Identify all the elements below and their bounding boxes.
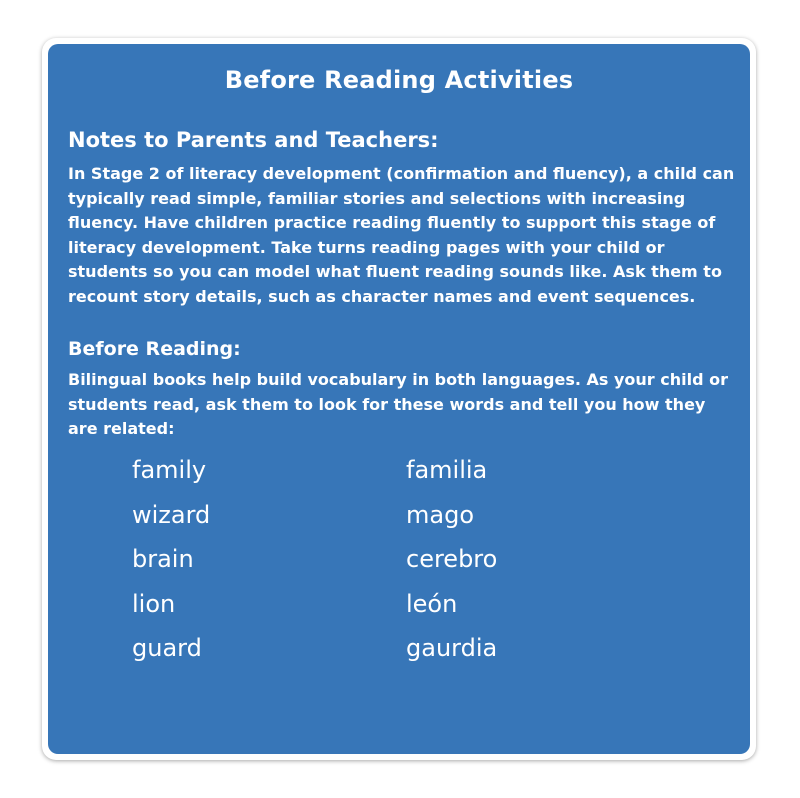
vocabulary-list <box>48 452 750 675</box>
english-word: family <box>132 456 207 484</box>
english-word: brain <box>132 545 194 573</box>
before-reading-paragraph: Bilingual books help build vocabulary in both languages. As your child or students read, ask them to look for these words and tell you how they are related: <box>68 370 728 438</box>
before-reading-heading: Before Reading: <box>68 338 241 360</box>
activity-card <box>48 44 750 754</box>
english-word: wizard <box>132 500 211 529</box>
vocabulary-row <box>48 586 750 631</box>
vocabulary-row <box>48 452 750 497</box>
spanish-word: mago <box>406 500 475 529</box>
spanish-word: familia <box>406 456 488 484</box>
vocabulary-row <box>48 630 750 675</box>
english-word: lion <box>132 589 176 618</box>
english-word: guard <box>132 634 202 662</box>
spanish-word: cerebro <box>406 545 498 573</box>
spanish-word: gaurdia <box>406 634 498 662</box>
activity-card-frame <box>42 38 756 760</box>
page-title: Before Reading Activities <box>224 66 574 94</box>
vocabulary-row <box>48 497 750 542</box>
notes-paragraph: In Stage 2 of literacy development (confirmation and fluency), a child can typically read simple, familiar stories and selections with increasing fluency. Have children practice reading fluently to support this stage of literacy development. Take turns reading pages with your child or students so you can model what fluent reading sounds like. Ask them to recount story details, such as character names and event sequences. <box>68 164 735 306</box>
spanish-word: león <box>406 589 458 618</box>
notes-heading: Notes to Parents and Teachers: <box>68 128 439 152</box>
vocabulary-row <box>48 541 750 586</box>
